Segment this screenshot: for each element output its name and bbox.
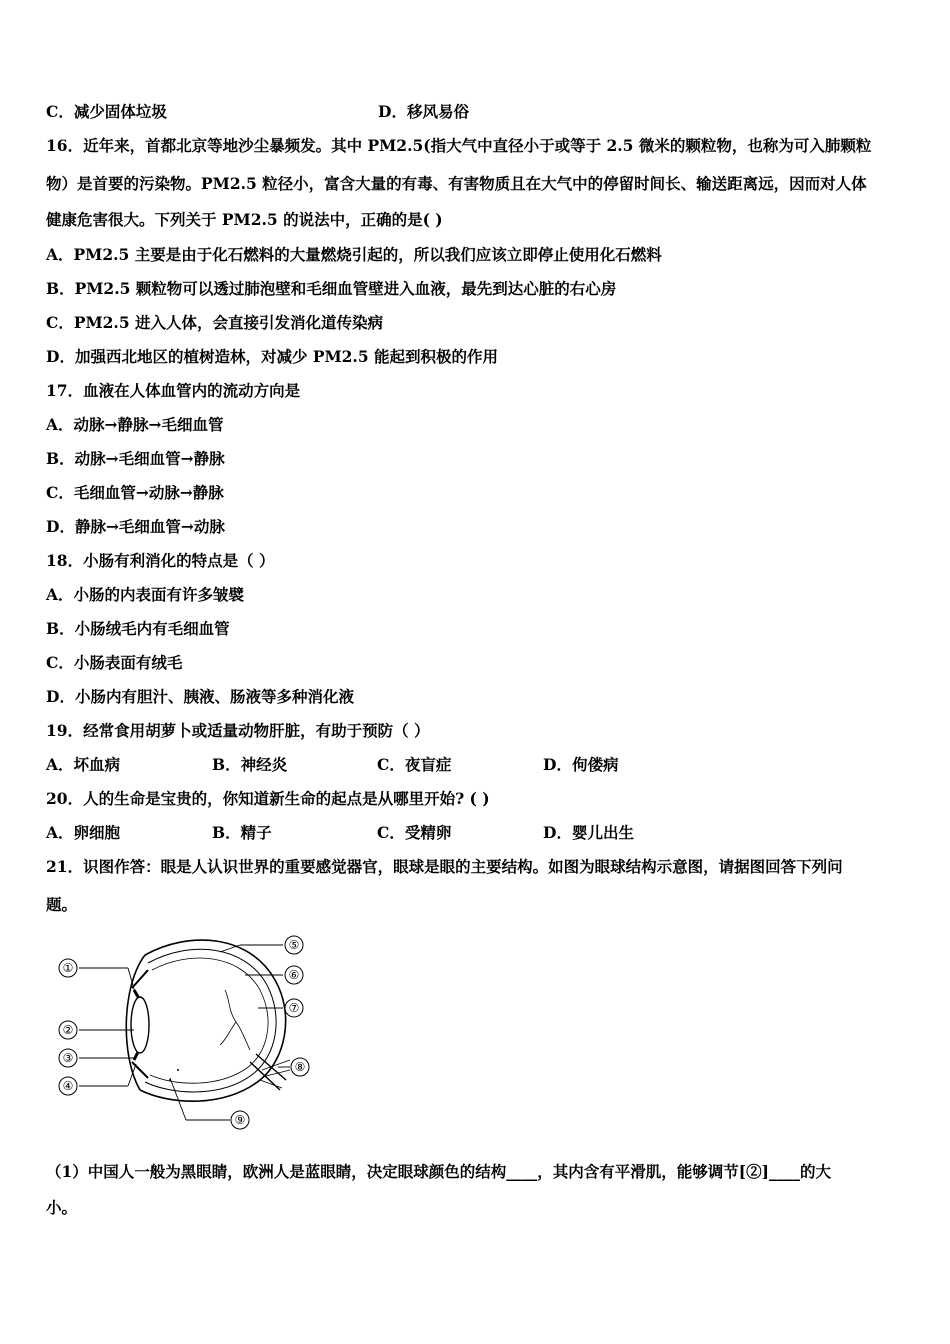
q18-stem: 18．小肠有利消化的特点是（ ） — [46, 551, 275, 570]
q21-sub1-line1: （1）中国人一般为黑眼睛，欧洲人是蓝眼睛，决定眼球颜色的结构____，其内含有平滑肌，能够调节[②]____的大 — [46, 1162, 831, 1181]
q19-option-c: C．夜盲症 — [377, 755, 452, 774]
q17-stem: 17．血液在人体血管内的流动方向是 — [46, 381, 301, 400]
q19-stem: 19．经常食用胡萝卜或适量动物肝脏，有助于预防（ ） — [46, 721, 430, 740]
q16-option-d: D．加强西北地区的植树造林，对减少 PM2.5 能起到积极的作用 — [46, 347, 499, 366]
retina-outline — [150, 958, 268, 1083]
label-3: ③ — [62, 1051, 74, 1065]
q15-option-c: C．减少固体垃圾 — [46, 102, 167, 121]
q18-option-c: C．小肠表面有绒毛 — [46, 653, 183, 672]
q20-option-c: C．受精卵 — [377, 823, 452, 842]
q17-option-d: D．静脉→毛细血管→动脉 — [46, 517, 225, 536]
lens — [131, 997, 149, 1053]
label-7: ⑦ — [288, 1001, 300, 1015]
q20-stem: 20．人的生命是宝贵的，你知道新生命的起点是从哪里开始? ( ) — [46, 789, 490, 808]
q18-option-d: D．小肠内有胆汁、胰液、肠液等多种消化液 — [46, 687, 354, 706]
q16-option-c: C．PM2.5 进入人体，会直接引发消化道传染病 — [46, 313, 384, 332]
q16-stem-line3: 健康危害很大。下列关于 PM2.5 的说法中，正确的是( ) — [46, 210, 443, 229]
q20-option-d: D．婴儿出生 — [543, 823, 634, 842]
q21-stem-line1: 21．识图作答：眼是人认识世界的重要感觉器官，眼球是眼的主要结构。如图为眼球结构示意图，请据图回答下列问 — [46, 857, 843, 876]
q17-option-b: B．动脉→毛细血管→静脉 — [46, 449, 225, 468]
q19-option-a: A．坏血病 — [46, 755, 121, 774]
q19-option-b: B．神经炎 — [212, 755, 288, 774]
label-8: ⑧ — [294, 1060, 306, 1074]
q16-stem-line1: 16．近年来，首都北京等地沙尘暴频发。其中 PM2.5(指大气中直径小于或等于 2.5 微米的颗粒物，也称为可入肺颗粒 — [46, 136, 872, 155]
q21-stem-line2: 题。 — [46, 895, 78, 914]
optic-nerve-fibers — [260, 1060, 290, 1088]
label-4: ④ — [62, 1079, 74, 1093]
q17-option-c: C．毛细血管→动脉→静脉 — [46, 483, 224, 502]
retinal-vessels — [220, 990, 250, 1050]
q16-option-b: B．PM2.5 颗粒物可以透过肺泡壁和毛细血管壁进入血液，最先到达心脏的右心房 — [46, 279, 617, 298]
q17-option-a: A．动脉→静脉→毛细血管 — [46, 415, 224, 434]
q21-sub1-line2: 小。 — [46, 1198, 78, 1217]
label-1: ① — [62, 961, 74, 975]
q16-stem-line2: 物）是首要的污染物。PM2.5 粒径小，富含大量的有毒、有害物质且在大气中的停留时间长、输送距离远，因而对人体 — [46, 174, 867, 193]
label-6: ⑥ — [288, 968, 300, 982]
sclera-outline — [140, 940, 286, 1101]
q20-option-b: B．精子 — [212, 823, 272, 842]
label-9: ⑨ — [234, 1113, 246, 1127]
label-2: ② — [62, 1023, 74, 1037]
q15-option-d: D．移风易俗 — [378, 102, 469, 121]
eyeball-diagram — [50, 930, 320, 1130]
label-5: ⑤ — [288, 938, 300, 952]
choroid-outline — [145, 949, 276, 1092]
q19-option-d: D．佝偻病 — [543, 755, 619, 774]
q16-option-a: A．PM2.5 主要是由于化石燃料的大量燃烧引起的，所以我们应该立即停止使用化石燃料 — [46, 245, 662, 264]
q20-option-a: A．卵细胞 — [46, 823, 121, 842]
q18-option-b: B．小肠绒毛内有毛细血管 — [46, 619, 230, 638]
q18-option-a: A．小肠的内表面有许多皱襞 — [46, 585, 245, 604]
